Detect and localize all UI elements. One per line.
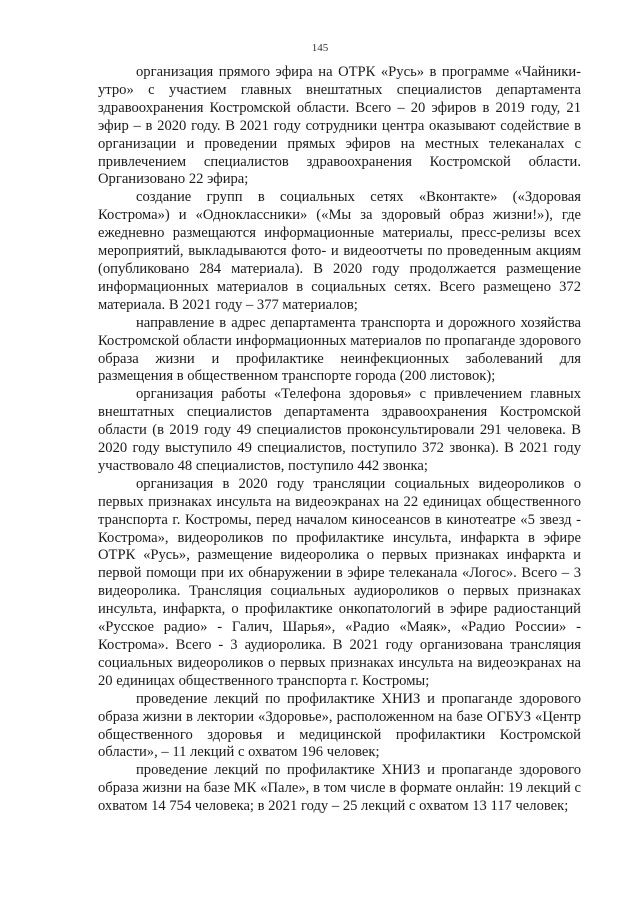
- document-body: [98, 64, 581, 816]
- paragraph-video-audio-broadcasts: организация в 2020 году трансляции социальных видеороликов о первых признаках инсульта на видеоэкранах на 22 единицах общественного транспорта г. Костромы, перед началом киносеансов в кинотеатре «5 звезд - Кострома», видеороликов по профилактике инсульта, инфаркта в эфире ОТРК «Русь», размещение видеоролика о первых признаках инфаркта и первой помощи при их обнаружении в эфире телеканала «Логос». Всего – 3 видеоролика. Трансляция социальных аудиороликов о первых признаках инсульта, инфаркта, о профилактике онкопатологий в эфире радиостанций «Русское радио» - Галич, Шарья», «Радио «Маяк», «Радио России» - Кострома». Всего - 3 аудиоролика. В 2021 году организована трансляция социальных видеороликов о первых признаках инсульта на видеоэкранах на 20 единицах общественного транспорта г. Костромы;: [98, 475, 581, 689]
- paragraph-lectorium-lectures: проведение лекций по профилактике ХНИЗ и пропаганде здорового образа жизни в лектории «Здоровье», расположенном на базе ОГБУЗ «Центр общественного здоровья и медицинской профилактики Костромской области», – 11 лекций с охватом 196 человек;: [98, 690, 581, 761]
- paragraph-transport-materials: направление в адрес департамента транспорта и дорожного хозяйства Костромской области информационных материалов по пропаганде здорового образа жизни и профилактике неинфекционных заболеваний для размещения в общественном транспорте города (200 листовок);: [98, 314, 581, 385]
- paragraph-social-network-groups: создание групп в социальных сетях «Вконтакте» («Здоровая Кострома») и «Одноклассники» («Мы за здоровый образ жизни!»), где ежедневно размещаются информационные материалы, пресс-релизы всех мероприятий, выкладываются фото- и видеоотчеты по проведенным акциям (опубликовано 284 материала). В 2020 году продолжается размещение информационных материалов в социальных сетях. Всего размещено 372 материала. В 2021 году – 377 материалов;: [98, 189, 581, 313]
- page-number: 145: [311, 42, 329, 54]
- paragraph-otrk-live-broadcasts: организация прямого эфира на ОТРК «Русь» в программе «Чайники-утро» с участием главных внештатных специалистов департамента здравоохранения Костромской области. Всего – 20 эфиров в 2019 году, 21 эфир – в 2020 году. В 2021 году сотрудники центра оказывают содействие в организации и проведении прямых эфиров на местных телеканалах с привлечением специалистов здравоохранения Костромской области. Организовано 22 эфира;: [98, 64, 581, 188]
- paragraph-health-phone-line: организация работы «Телефона здоровья» с привлечением главных внештатных специалистов департамента здравоохранения Костромской области (в 2019 году 49 специалистов проконсультировали 291 человека. В 2020 году выступило 49 специалистов, поступило 372 звонка). В 2021 году участвовало 48 специалистов, поступило 442 звонка;: [98, 386, 581, 474]
- paragraph-mk-pale-lectures: проведение лекций по профилактике ХНИЗ и пропаганде здорового образа жизни на базе МК «Пале», в том числе в формате онлайн: 19 лекций с охватом 14 754 человека; в 2021 году – 25 лекций с охватом 13 117 человек;: [98, 762, 581, 815]
